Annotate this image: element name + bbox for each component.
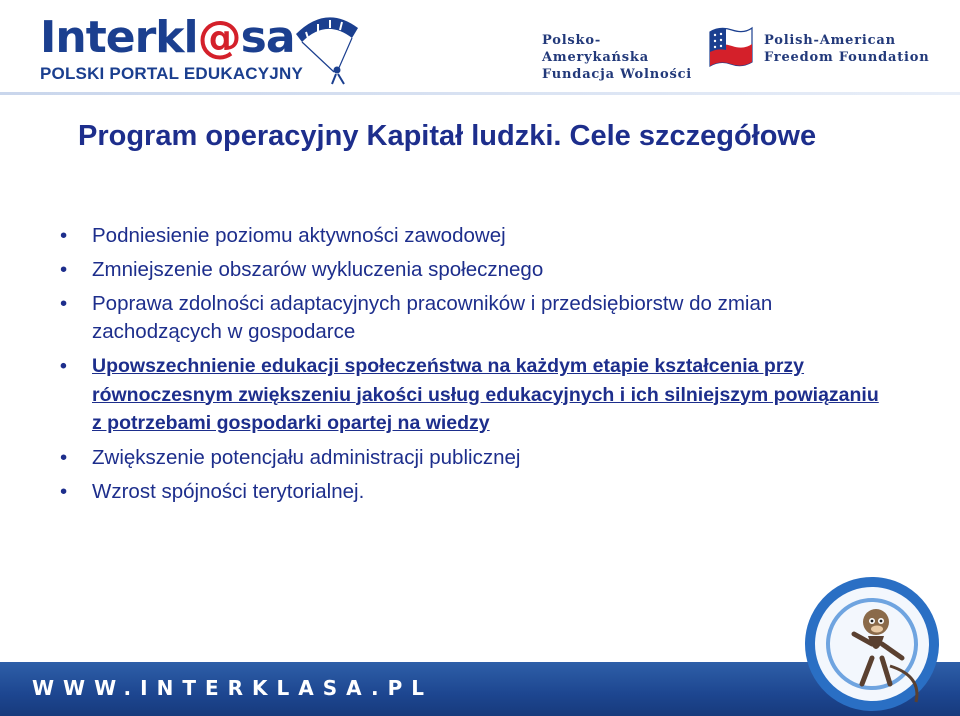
foundation-en-line1: Polish-American [764,33,896,48]
bullet-icon: • [60,224,68,247]
foundation-en-line2: Freedom Foundation [764,50,930,65]
logo-at-sign: @ [197,12,241,63]
foundation-pl-line2: Fundacja Wolności [542,67,693,82]
logo-word-left: Interkl [40,12,198,63]
logo-word-right: sa [240,12,295,63]
portal-label: POLSKI PORTAL EDUKACYJNY [40,64,303,83]
list-item [60,290,880,346]
header-divider [0,92,960,95]
list-item-text: Zwiększenie potencjału administracji publicznej [92,445,521,469]
list-item [60,256,880,284]
list-item-text: Zmniejszenie obszarów wykluczenia społecznego [92,258,544,281]
header-bar [0,0,960,92]
polish-american-flag-icon [704,22,758,76]
interklasa-logo[interactable] [36,8,356,88]
bullet-icon: • [60,258,68,281]
foundation-name-en [764,32,934,66]
list-item [60,222,880,250]
list-item-text: Upowszechnienie edukacji społeczeństwa na każdym etapie kształcenia przy równoczesnym zwiększeniu jakości usług edukacyjnych i ich silniejszym powiązaniu z potrzebami gospodarki opartej na wiedzy [92,355,879,434]
bullet-icon: • [60,445,68,469]
bullet-icon: • [60,292,68,315]
bullet-icon: • [60,479,68,503]
list-item-emphasized [60,352,880,438]
logo-wordmark [40,12,295,63]
foundation-logo[interactable] [532,22,932,82]
paraglider-icon [266,8,386,88]
bullet-icon: • [60,355,67,377]
bullet-list [60,222,880,512]
list-item [60,478,880,506]
footer-url-link[interactable]: WWW.INTERKLASA.PL [32,676,434,700]
list-item [60,444,880,472]
slide-title: Program operacyjny Kapitał ludzki. Cele szczegółowe [78,120,817,152]
foundation-pl-line1: Polsko-Amerykańska [542,33,649,65]
list-item-text: Wzrost spójności terytorialnej. [92,479,365,503]
list-item-text: Podniesienie poziomu aktywności zawodowej [92,224,506,247]
list-item-text: Poprawa zdolności adaptacyjnych pracowników i przedsiębiorstw do zmian zachodzących w gospodarce [92,292,773,343]
foundation-name-pl [542,32,702,83]
monkey-mascot-icon [792,566,952,716]
